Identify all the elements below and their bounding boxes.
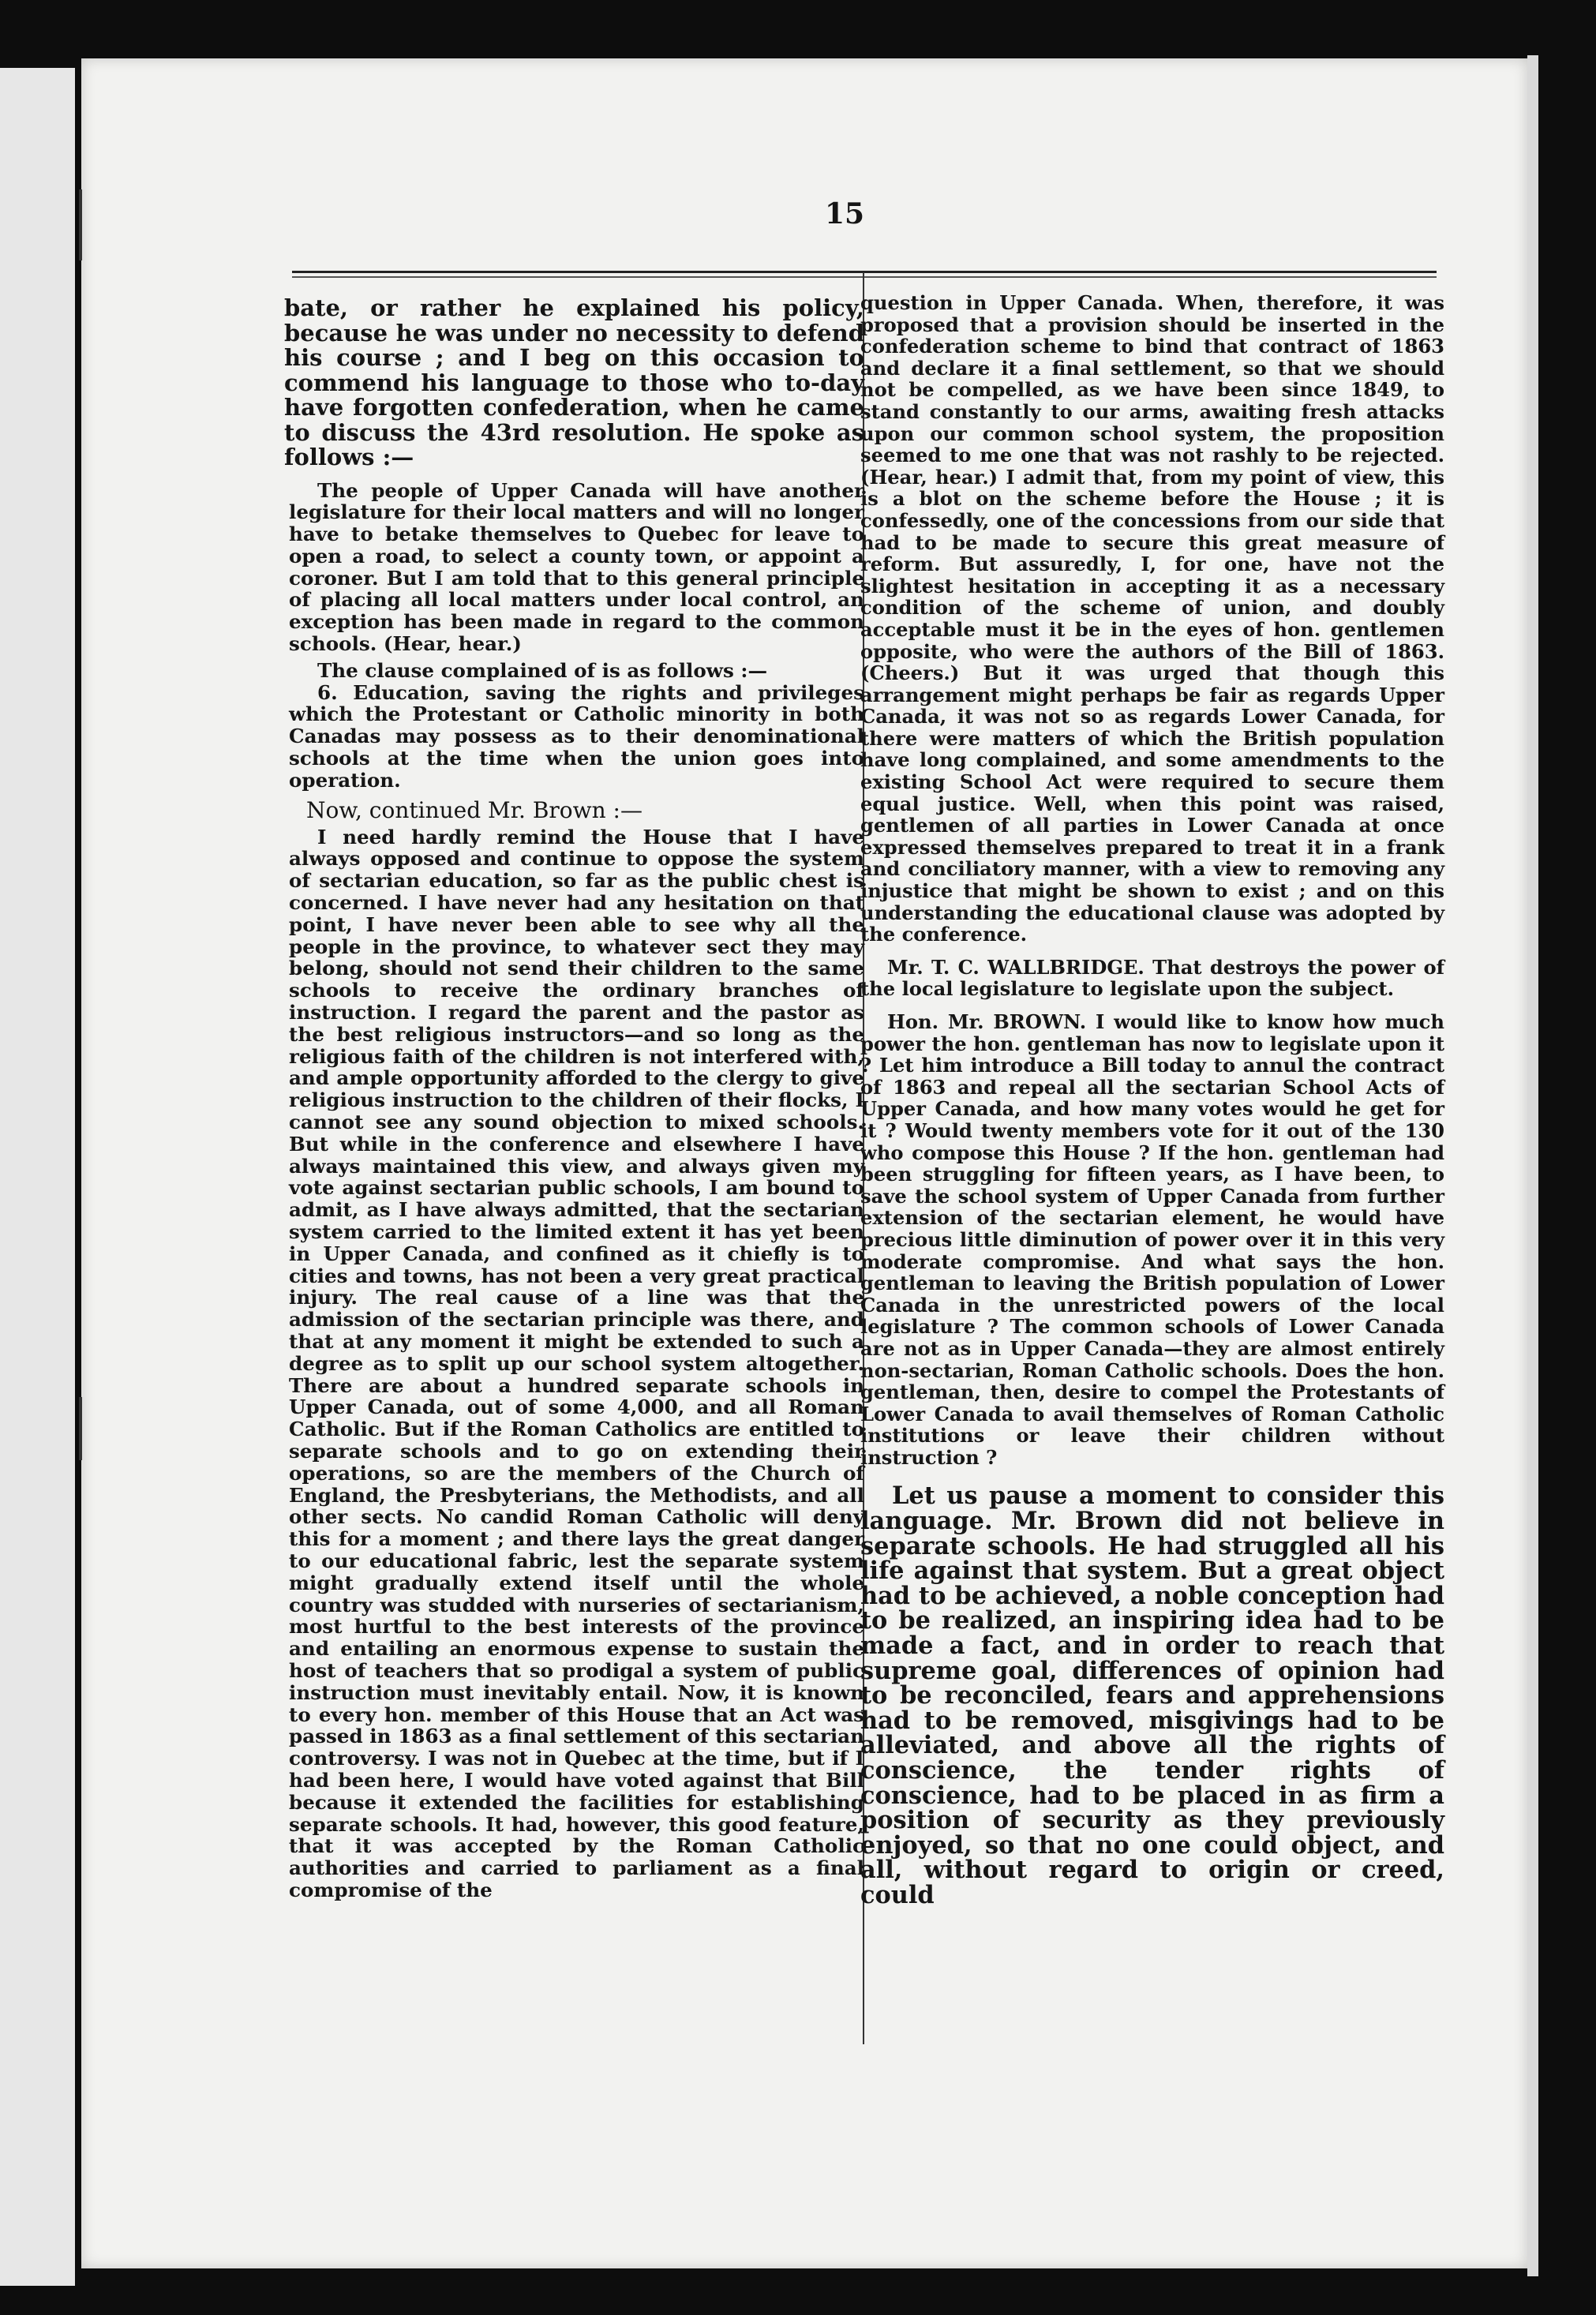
quoted-clause: 6. Education, saving the rights and privileges which the Protestant or Catholic minority in both Canadas may possess as to their denominational schools at the time when the union goes into operation. (289, 680, 864, 792)
scan-mark (758, 2277, 774, 2290)
binding-mark (79, 1397, 82, 1460)
quoted-paragraph: The people of Upper Canada will have another legislature for their local matters and will no longer have to betake themselves to Quebec for leave to open a road, to select a county town, or appoint a coroner. But I am told that to this general principle of placing all local matters under local control, an exception has been made in regard to the common schools. (Hear, hear.) (289, 478, 864, 656)
intro-paragraph: bate, or rather he explained his policy, because he was under no necessity to defend his course ; and I beg on this occasion to commend his language to those who to-day have forgotten confederation, when he came to discuss the 43rd resolution. He spoke as follows :— (284, 294, 864, 470)
quoted-paragraph: I need hardly remind the House that I have always opposed and continue to oppose the system of sectarian education, so far as the public chest is concerned. I have never had any hesitation on that point, I have never been able to see why all the people in the province, to whatever sect they may belong, should not send their children to the same schools to receive the ordinary branches of instruction. I regard the parent and the pastor as the best religious instructors—and so long as the religious faith of the children is not interfered with, and ample opportunity afforded to the clergy to give religious instruction to the children of their flocks, I cannot see any sound objection to mixed schools. But while in the conference and elsewhere I have always maintained this view, and always given my vote against sectarian public schools, I am bound to admit, as I have always admitted, that the sectarian system carried to the limited extent it has yet been in Upper Canada, and confined as it chiefly is to cities and towns, has not been a very great practical injury. The real cause of a line was that the admission of the sectarian principle was there, and that at any moment it might be extended to such a degree as to split up our school system altogether. There are about a hundred separate schools in Upper Canada, out of some 4,000, and all Roman Catholic. But if the Roman Catholics are entitled to separate schools and to go on extending their operations, so are the members of the Church of England, the Presbyterians, the Methodists, and all other sects. No candid Roman Catholic will deny this for a moment ; and there lays the great danger to our educational fabric, lest the separate system might gradually extend itself until the whole country was studded with nurseries of sectarianism, most hurtful to the best interests of the province and entailing an enormous expense to sustain the host of teachers that so prodigal a system of public instruction must inevitably entail. Now, it is known to every hon. member of this House that an Act was passed in 1863 as a final settlement of this sectarian controversy. I was not in Quebec at the time, but if I had been here, I would have voted against that Bill because it extended the facilities for establishing separate schools. It had, however, this good feature, that it was accepted by the Roman Catholic authorities and carried to parliament as a final compromise of the (289, 825, 864, 1901)
speaker-paragraph: Hon. Mr. BROWN. I would like to know how much power the hon. gentleman has now to legislate upon it ? Let him introduce a Bill today to annul the contract of 1863 and repeal all the sectarian School Acts of Upper Canada, and how many votes would he get for it ? Would twenty members vote for it out of the 130 who compose this House ? If the hon. gentleman had been struggling for fifteen years, as I have been, to save the school system of Upper Canada from further extension of the sectarian element, he would have precious little diminution of power over it in this very moderate compromise. And what says the hon. gentleman to leaving the British population of Lower Canada in the unrestricted powers of the local legislature ? The common schools of Lower Canada are not as in Upper Canada—they are almost entirely non-sectarian, Roman Catholic schools. Does the hon. gentleman, then, desire to compel the Protestants of Lower Canada to avail themselves of Roman Catholic institutions or leave their children without instruction ? (860, 1010, 1444, 1469)
quoted-paragraph: question in Upper Canada. When, therefore, it was proposed that a provision should be inserted in the confederation scheme to bind that contract of 1863 and declare it a final settlement, so that we should not be compelled, as we have been since 1849, to stand constantly to our arms, awaiting fresh attacks upon our common school system, the proposition seemed to me one that was not rashly to be rejected. (Hear, hear.) I admit that, from my point of view, this is a blot on the scheme before the House ; it is confessedly, one of the concessions from our side that had to be made to secure this great measure of reform. But assuredly, I, for one, have not the slightest hesitation in accepting it as a necessary condition of the scheme of union, and doubly acceptable must it be in the eyes of hon. gentlemen opposite, who were the authors of the Bill of 1863. (Cheers.) But it was urged that though this arrangement might perhaps be fair as regards Upper Canada, it was not so as regards Lower Canada, for there were matters of which the British population have long complained, and some amendments to the existing School Act were required to secure them equal justice. Well, when this point was raised, gentlemen of all parties in Lower Canada at once expressed themselves prepared to treat it in a frank and conciliatory manner, with a view to removing any injustice that might be shown to exist ; and on this understanding the educational clause was adopted by the conference. (860, 291, 1444, 946)
page-number: 15 (825, 197, 865, 230)
speaker-paragraph: Mr. T. C. WALLBRIDGE. That destroys the power of the local legislature to legislate upon the subject. (860, 955, 1444, 1001)
header-rule (292, 271, 1437, 278)
binding-mark (79, 189, 82, 260)
commentary-paragraph: Let us pause a moment to consider this language. Mr. Brown did not believe in separate schools. He had struggled all his life against that system. But a great object had to be achieved, a noble conception had to be realized, an inspiring idea had to be made a fact, and in order to reach that supreme goal, differences of opinion had to be reconciled, fears and apprehensions had to be removed, misgivings had to be alleviated, and above all the rights of conscience, the tender rights of conscience, had to be placed in as firm a position of security as they previously enjoyed, so that no one could object, and all, without regard to origin or creed, could (860, 1482, 1444, 1909)
previous-page-edge (0, 68, 75, 2286)
quoted-paragraph: The clause complained of is as follows :— (317, 658, 768, 682)
left-column (284, 296, 864, 1901)
right-column (860, 292, 1444, 1909)
section-heading: Now, continued Mr. Brown :— (306, 796, 643, 823)
page-edge-shadow (1527, 55, 1538, 2276)
